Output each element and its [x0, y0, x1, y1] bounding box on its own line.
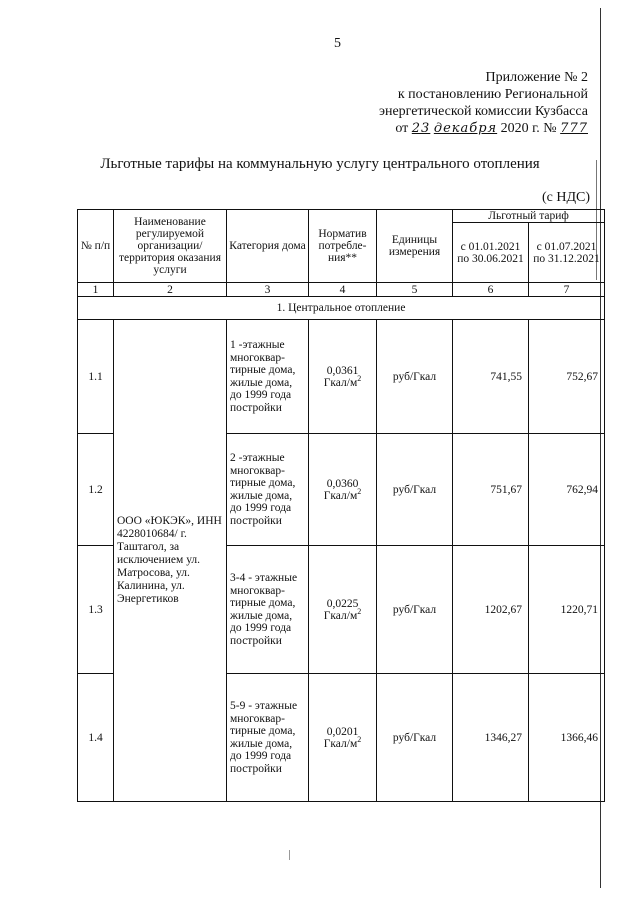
header-units: Единицы измерения	[377, 210, 453, 283]
header-norm: Норматив потребле-ния**	[309, 210, 377, 283]
row-tariff-2: 762,94	[529, 434, 605, 546]
appendix-line-2: к постановлению Региональной	[397, 87, 588, 102]
row-category: 5-9 - этажные многоквар-тирные дома, жилые дома, до 1999 года постройки	[227, 674, 309, 802]
row-unit: руб/Гкал	[377, 434, 453, 546]
row-tariff-2: 1220,71	[529, 546, 605, 674]
column-number: 2	[114, 283, 227, 297]
handwritten-month: декабря	[433, 121, 498, 136]
header-tariff-group: Льготный тариф	[453, 210, 605, 223]
appendix-block	[379, 69, 588, 137]
row-norm	[309, 546, 377, 674]
row-tariff-1: 741,55	[453, 320, 529, 434]
row-category: 2 -этажные многоквар-тирные дома, жилые дома, до 1999 года постройки	[227, 434, 309, 546]
row-num: 1.3	[78, 546, 114, 674]
norm-unit: Гкал/м	[323, 737, 358, 750]
row-category: 1 -этажные многоквар-тирные дома, жилые дома, до 1999 года постройки	[227, 320, 309, 434]
tariff-table	[77, 209, 605, 802]
column-number: 7	[529, 283, 605, 297]
appendix-date-line	[379, 120, 588, 137]
norm-unit: Гкал/м	[323, 489, 358, 502]
row-unit: руб/Гкал	[377, 674, 453, 802]
norm-unit: Гкал/м	[323, 376, 358, 389]
handwritten-number: 777	[560, 121, 588, 136]
column-number: 5	[377, 283, 453, 297]
table-row	[78, 320, 605, 434]
row-category: 3-4 - этажные многоквар-тирные дома, жилые дома, до 1999 года постройки	[227, 546, 309, 674]
norm-value: 0,0361	[326, 364, 359, 377]
handwritten-day: 23	[411, 121, 431, 136]
header-period-1: с 01.01.2021 по 30.06.2021	[453, 223, 529, 283]
appendix-line-1: Приложение № 2	[485, 70, 588, 85]
header-category: Категория дома	[227, 210, 309, 283]
row-tariff-1: 1202,67	[453, 546, 529, 674]
column-number: 6	[453, 283, 529, 297]
organization-cell: ООО «ЮКЭК», ИНН 4228010684/ г. Таштагол, за исключением ул. Матросова, ул. Калинина, ул. Энергетиков	[114, 320, 227, 802]
row-unit: руб/Гкал	[377, 546, 453, 674]
row-num: 1.2	[78, 434, 114, 546]
row-norm	[309, 674, 377, 802]
document-title: Льготные тарифы на коммунальную услугу центрального отопления	[100, 156, 540, 172]
norm-value: 0,0201	[326, 725, 359, 738]
header-num: № п/п	[78, 210, 114, 283]
row-norm	[309, 434, 377, 546]
header-org: Наименование регулируемой организации/ территория оказания услуги	[114, 210, 227, 283]
norm-value: 0,0225	[326, 597, 359, 610]
norm-unit-sup: 2	[357, 734, 362, 744]
appendix-line-3: энергетической комиссии Кузбасса	[378, 104, 588, 119]
header-period-2: с 01.07.2021 по 31.12.2021	[529, 223, 605, 283]
date-prefix: от	[395, 121, 409, 136]
row-tariff-1: 751,67	[453, 434, 529, 546]
column-number: 1	[78, 283, 114, 297]
row-tariff-1: 1346,27	[453, 674, 529, 802]
scan-mark	[289, 850, 290, 860]
column-number: 3	[227, 283, 309, 297]
norm-unit: Гкал/м	[323, 609, 358, 622]
date-year: 2020 г. №	[500, 121, 557, 136]
page-number: 5	[334, 36, 341, 51]
row-unit: руб/Гкал	[377, 320, 453, 434]
norm-value: 0,0360	[326, 477, 359, 490]
row-tariff-2: 1366,46	[529, 674, 605, 802]
column-number: 4	[309, 283, 377, 297]
row-tariff-2: 752,67	[529, 320, 605, 434]
row-num: 1.4	[78, 674, 114, 802]
row-num: 1.1	[78, 320, 114, 434]
row-norm	[309, 320, 377, 434]
norm-unit-sup: 2	[357, 373, 362, 383]
norm-unit-sup: 2	[357, 606, 362, 616]
section-heading: 1. Центральное отопление	[78, 297, 605, 320]
vat-note: (с НДС)	[542, 190, 591, 205]
norm-unit-sup: 2	[357, 486, 362, 496]
